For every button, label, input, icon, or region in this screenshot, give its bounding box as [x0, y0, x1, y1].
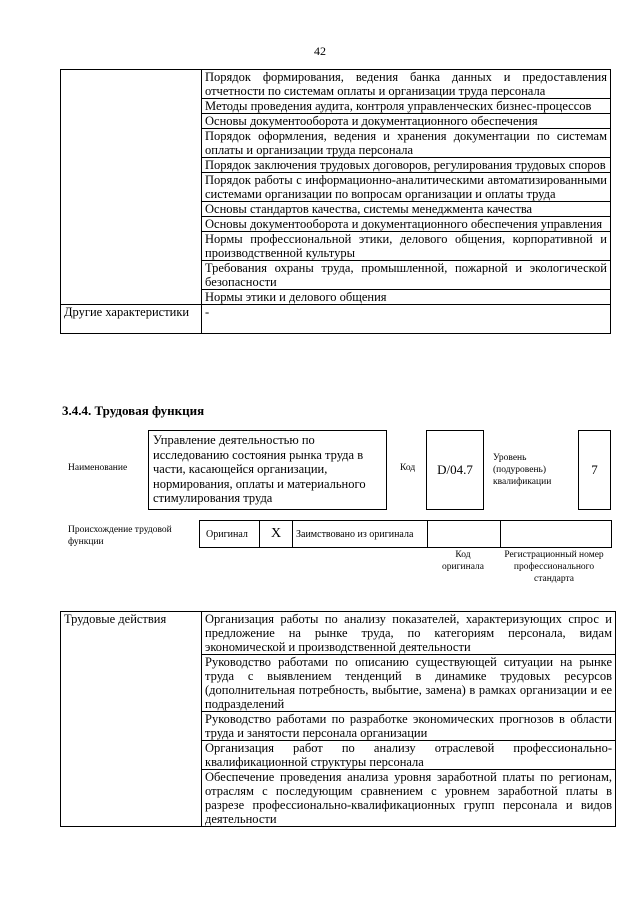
page-number: 42 [314, 44, 326, 58]
table-row [61, 305, 611, 334]
original-label: Оригинал [200, 521, 260, 548]
table-row [61, 173, 611, 202]
original-mark: X [260, 521, 293, 548]
other-characteristics-label: Другие характеристики [61, 305, 202, 334]
table-row [61, 99, 611, 114]
table-cell: Нормы этики и делового общения [202, 290, 611, 305]
name-label: Наименование [68, 463, 128, 473]
level-box [578, 430, 611, 510]
table-row [61, 217, 611, 232]
origin-table [199, 520, 612, 548]
table-cell: Основы документооборота и документационного обеспечения [202, 114, 611, 129]
actions-table [60, 611, 616, 827]
reg-number-caption: Регистрационный номер профессионального стандарта [504, 550, 604, 584]
origin-label: Происхождение трудовой функции [68, 525, 172, 547]
table-cell: Порядок работы с информационно-аналитическими автоматизированными системами организации по вопросам организации и оплаты труда [202, 173, 611, 202]
table-cell: Организация работ по анализу отраслевой профессионально-квалификационной структуры персонала [202, 741, 616, 770]
table-cell: Порядок заключения трудовых договоров, регулирования трудовых споров [202, 158, 611, 173]
level-label: Уровень (подуровень) квалификации [493, 453, 552, 487]
table-cell: Основы стандартов качества, системы менеджмента качества [202, 202, 611, 217]
reg-number-cell [501, 521, 612, 548]
table-row [61, 290, 611, 305]
code-label: Код [400, 463, 416, 473]
table-row [61, 70, 611, 99]
table-row [61, 712, 616, 741]
other-characteristics-value: - [202, 305, 611, 334]
table-row [61, 158, 611, 173]
table-cell: Порядок формирования, ведения банка данных и предоставления отчетности по системам оплаты и организации труда персонала [202, 70, 611, 99]
code-value: D/04.7 [437, 462, 473, 477]
table-cell: Методы проведения аудита, контроля управленческих бизнес-процессов [202, 99, 611, 114]
code-original-cell [428, 521, 501, 548]
table-row [61, 202, 611, 217]
section-title: 3.4.4. Трудовая функция [62, 403, 205, 418]
level-value: 7 [591, 462, 598, 477]
knowledge-table [60, 69, 611, 334]
table-row [61, 770, 616, 827]
table-cell: Основы документооборота и документационного обеспечения управления [202, 217, 611, 232]
table-cell: Руководство работами по разработке экономических прогнозов в области труда и занятости персонала организации [202, 712, 616, 741]
table-cell: Руководство работами по описанию существующей ситуации на рынке труда с выявлением тенденций в динамике трудовых ресурсов (дополнительная потребность, выбытие, замена) в рамках организации и ее подразделений [202, 655, 616, 712]
table-row [61, 655, 616, 712]
table-cell: Обеспечение проведения анализа уровня заработной платы по регионам, отраслям с последующим сравнением с уровнем заработной платы в разрезе профессионально-квалификационных групп персонала и видов деятельности [202, 770, 616, 827]
table-row [61, 741, 616, 770]
table-row [200, 521, 612, 548]
table-row [61, 232, 611, 261]
function-name-box [148, 430, 387, 510]
actions-label: Трудовые действия [61, 612, 202, 655]
table-row [61, 129, 611, 158]
table-cell: Организация работы по анализу показателей, характеризующих спрос и предложение на рынке труда, по категориям персонала, видам экономической и производственной деятельности [202, 612, 616, 655]
table-cell: Порядок оформления, ведения и хранения документации по системам оплаты и организации труда персонала [202, 129, 611, 158]
table-cell: Требования охраны труда, промышленной, пожарной и экологической безопасности [202, 261, 611, 290]
table-row [61, 612, 616, 655]
code-original-caption: Код оригинала [442, 550, 484, 572]
borrowed-label: Заимствовано из оригинала [293, 521, 428, 548]
table-row [61, 114, 611, 129]
function-name-value: Управление деятельностью по исследованию состояния рынка труда в части, касающейся организации, нормирования, оплаты и материального стимулирования труда [153, 433, 366, 505]
table-row [61, 261, 611, 290]
code-box [426, 430, 484, 510]
table-cell: Нормы профессиональной этики, делового общения, корпоративной и производственной культуры [202, 232, 611, 261]
